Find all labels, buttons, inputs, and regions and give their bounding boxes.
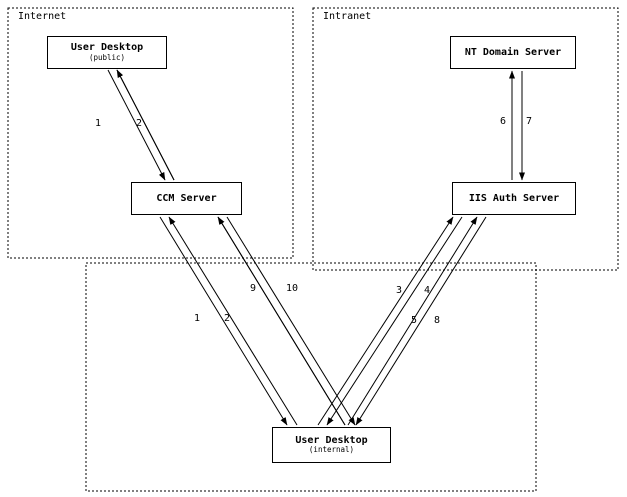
edge-label-7: 7 <box>526 116 533 127</box>
edge-label-2-internal: 2 <box>224 313 231 324</box>
node-title: User Desktop <box>70 42 144 54</box>
zone-label-intranet: Intranet <box>323 11 372 22</box>
node-title: User Desktop <box>295 434 368 446</box>
node-subtitle: (internal) <box>308 445 355 455</box>
edge-label-9: 9 <box>250 283 257 294</box>
edge-label-1-internal: 1 <box>194 313 201 324</box>
node-title: IIS Auth Server <box>468 192 560 204</box>
edge-label-4: 4 <box>424 285 431 296</box>
node-nt-domain-server[interactable] <box>450 36 576 69</box>
connection-nt-iis <box>512 71 522 180</box>
node-subtitle: (public) <box>88 52 126 62</box>
connection-iis-internal-desktop <box>318 217 462 425</box>
node-title: CCM Server <box>156 192 217 204</box>
node-user-desktop-public[interactable] <box>47 36 167 69</box>
edge-label-3: 3 <box>396 285 403 296</box>
edge-label-2-public: 2 <box>136 118 143 129</box>
edge-label-5: 5 <box>411 315 418 326</box>
node-ccm-server[interactable] <box>131 182 242 215</box>
node-title: NT Domain Server <box>464 46 562 58</box>
edge-label-10: 10 <box>286 283 299 294</box>
edge-label-6: 6 <box>500 116 507 127</box>
edge-label-8: 8 <box>434 315 441 326</box>
edge-label-1-public: 1 <box>95 118 102 129</box>
zone-label-internet: Internet <box>18 11 67 22</box>
node-iis-auth-server[interactable] <box>452 182 576 215</box>
connection-ccm-internal-desktop-2 <box>218 217 355 425</box>
node-user-desktop-internal[interactable] <box>272 427 391 463</box>
